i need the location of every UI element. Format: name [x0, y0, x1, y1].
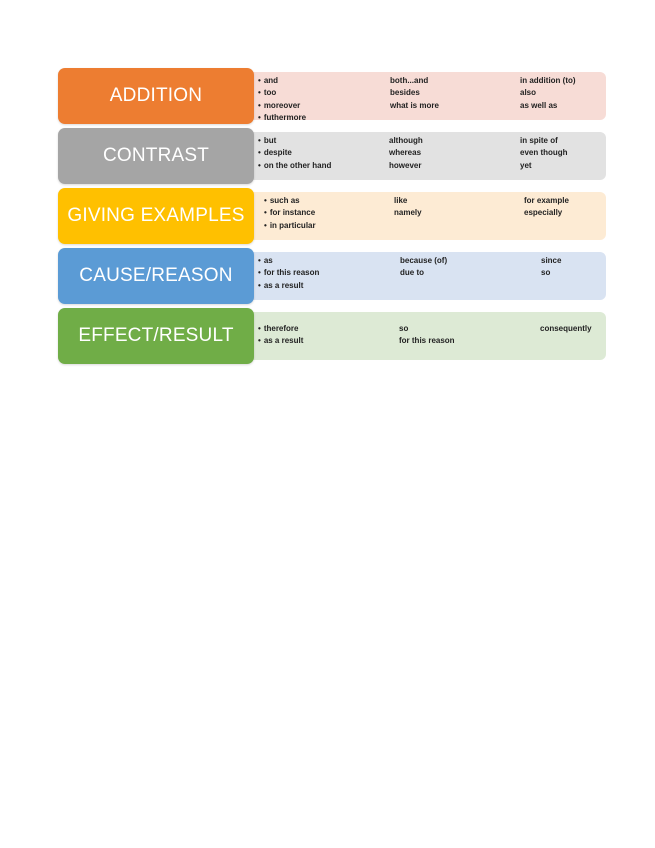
- list-item: • despite: [258, 148, 292, 158]
- column-2: [399, 323, 455, 348]
- list-item: also: [520, 88, 537, 98]
- list-item: • for instance: [264, 208, 316, 218]
- list-item: so: [541, 268, 551, 278]
- list-item: for example: [524, 196, 569, 205]
- list-item: namely: [394, 208, 422, 218]
- row-contrast: [58, 128, 608, 184]
- list-item: although: [389, 136, 423, 145]
- list-item: • and: [258, 76, 279, 85]
- column-1: [258, 75, 306, 125]
- list-item: what is more: [390, 100, 439, 110]
- column-3: [520, 75, 576, 112]
- list-item: • on the other hand: [258, 160, 332, 170]
- list-item: especially: [524, 208, 563, 218]
- column-1: [264, 195, 316, 232]
- list-item: in spite of: [520, 136, 558, 145]
- column-3: [541, 255, 561, 280]
- column-2: [400, 255, 447, 280]
- list-item: both...and: [390, 76, 429, 85]
- list-item: • in particular: [264, 220, 316, 230]
- list-item: yet: [520, 160, 532, 170]
- column-1: [258, 135, 331, 172]
- column-1: [258, 255, 319, 292]
- label-cause-reason: CAUSE/REASON: [58, 248, 254, 304]
- list-item: even though: [520, 148, 568, 158]
- list-item: • too: [258, 88, 277, 98]
- list-item: for this reason: [399, 336, 455, 346]
- panel-contrast: [248, 132, 606, 180]
- list-item: because (of): [400, 256, 448, 265]
- list-item: whereas: [389, 148, 422, 158]
- list-item: • for this reason: [258, 268, 320, 278]
- panel-addition: [248, 72, 606, 123]
- label-effect-result: EFFECT/RESULT: [58, 308, 254, 364]
- column-3: [520, 135, 568, 172]
- column-2: [390, 75, 439, 112]
- list-item: • such as: [264, 196, 300, 205]
- list-item: • therefore: [258, 324, 299, 333]
- list-item: due to: [400, 268, 424, 278]
- row-giving-examples: [58, 188, 608, 244]
- column-1: [258, 323, 303, 348]
- list-item: as well as: [520, 100, 558, 110]
- label-giving-examples: GIVING EXAMPLES: [58, 188, 254, 244]
- list-item: so: [399, 324, 409, 333]
- row-effect-result: [58, 308, 608, 364]
- panel-effect-result: [248, 312, 606, 360]
- list-item: besides: [390, 88, 420, 98]
- list-item: • futhermore: [258, 113, 307, 123]
- list-item: • moreover: [258, 100, 301, 110]
- list-item: however: [389, 160, 422, 170]
- list-item: in addition (to): [520, 76, 576, 85]
- list-item: • but: [258, 136, 277, 145]
- list-item: • as: [258, 256, 273, 265]
- list-item: • as a result: [258, 280, 304, 290]
- list-item: • as a result: [258, 336, 304, 346]
- list-item: since: [541, 256, 562, 265]
- panel-cause-reason: [248, 252, 606, 300]
- list-item: consequently: [540, 324, 592, 333]
- column-3: [524, 195, 569, 220]
- list-item: like: [394, 196, 408, 205]
- row-addition: [58, 68, 608, 124]
- label-addition: ADDITION: [58, 68, 254, 124]
- column-2: [389, 135, 423, 172]
- label-contrast: CONTRAST: [58, 128, 254, 184]
- column-2: [394, 195, 422, 220]
- column-3: [540, 323, 592, 335]
- row-cause-reason: [58, 248, 608, 304]
- panel-giving-examples: [248, 192, 606, 240]
